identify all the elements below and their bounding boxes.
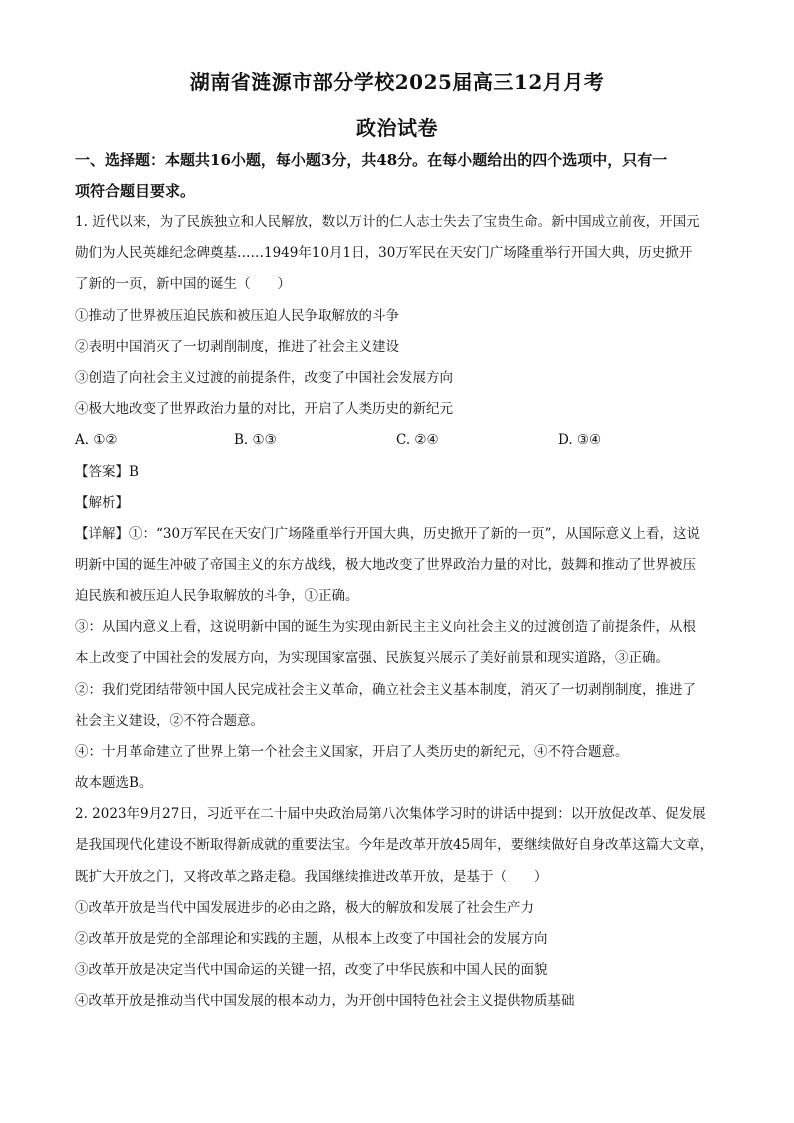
exam-title: 湖南省涟源市部分学校2025届高三12月月考 bbox=[189, 70, 605, 94]
section-header-line-2: 项符合题目要求。 bbox=[75, 182, 196, 200]
q1-statement: ③创造了向社会主义过渡的前提条件，改变了中国社会发展方向 bbox=[75, 370, 453, 386]
q1-analysis-line: 本上改变了中国社会的发展方向，为实现国家富强、民族复兴展示了美好前景和现实道路，③正确。 bbox=[75, 650, 669, 666]
q1-analysis-line: 明新中国的诞生冲破了帝国主义的东方战线，极大地改变了世界政治力量的对比，鼓舞和推动了世界被压 bbox=[75, 557, 696, 573]
q1-analysis-line: ③：从国内意义上看，这说明新中国的诞生为实现由新民主主义向社会主义的过渡创造了前提条件，从根 bbox=[75, 619, 696, 635]
q1-statement: ④极大地改变了世界政治力量的对比，开启了人类历史的新纪元 bbox=[75, 401, 453, 417]
q2-stem-line: 是我国现代化建设不断取得新成就的重要法宝。今年是改革开放45周年，要继续做好自身改革这篇大文章， bbox=[75, 837, 714, 853]
q1-option-d: D. ③④ bbox=[558, 432, 602, 448]
q1-analysis-line: ②：我们党团结带领中国人民完成社会主义革命，确立社会主义基本制度，消灭了一切剥削制度，推进了 bbox=[75, 682, 696, 698]
q2-statement: ①改革开放是当代中国发展进步的必由之路，极大的解放和发展了社会生产力 bbox=[75, 900, 534, 916]
q1-analysis-line: 【详解】①：“30万军民在天安门广场隆重举行开国大典，历史掀开了新的一页”，从国际意义上看，这说 bbox=[75, 526, 700, 542]
q1-answer: 【答案】B bbox=[75, 464, 139, 480]
q2-stem-line: 既扩大开放之门，又将改革之路走稳。我国继续推进改革开放，是基于（ ） bbox=[75, 869, 548, 885]
q1-option-a: A. ①② bbox=[75, 432, 118, 448]
q1-stem-line: 1. 近代以来，为了民族独立和人民解放，数以万计的仁人志士失去了宝贵生命。新中国成立前夜，开国元 bbox=[75, 214, 700, 230]
q2-statement: ②改革开放是党的全部理论和实践的主题，从根本上改变了中国社会的发展方向 bbox=[75, 931, 548, 947]
q1-analysis-line: 社会主义建设，②不符合题意。 bbox=[75, 713, 264, 729]
q1-stem-line: 了新的一页，新中国的诞生（ ） bbox=[75, 276, 291, 292]
q1-analysis-line: ④：十月革命建立了世界上第一个社会主义国家，开启了人类历史的新纪元，④不符合题意。 bbox=[75, 744, 629, 760]
q1-statement: ①推动了世界被压迫民族和被压迫人民争取解放的斗争 bbox=[75, 308, 399, 324]
q2-stem-line: 2. 2023年9月27日，习近平在二十届中央政治局第八次集体学习时的讲话中提到：以开放促改革、促发展 bbox=[75, 806, 706, 822]
q1-stem-line: 勋们为人民英雄纪念碑奠基……1949年10月1日，30万军民在天安门广场隆重举行开国大典，历史掀开 bbox=[75, 245, 693, 261]
exam-subject: 政治试卷 bbox=[356, 116, 438, 140]
q1-analysis-label: 【解析】 bbox=[75, 495, 129, 511]
q2-statement: ③改革开放是决定当代中国命运的关键一招，改变了中华民族和中国人民的面貌 bbox=[75, 962, 548, 978]
q1-analysis-line: 迫民族和被压迫人民争取解放的斗争，①正确。 bbox=[75, 588, 359, 604]
q1-statement: ②表明中国消灭了一切剥削制度，推进了社会主义建设 bbox=[75, 339, 399, 355]
q2-statement: ④改革开放是推动当代中国发展的根本动力，为开创中国特色社会主义提供物质基础 bbox=[75, 993, 575, 1009]
q1-option-b: B. ①③ bbox=[234, 432, 277, 448]
q1-analysis-line: 故本题选B。 bbox=[75, 775, 153, 791]
section-header-line-1: 一、选择题：本题共16小题，每小题3分，共48分。在每小题给出的四个选项中，只有一 bbox=[75, 151, 668, 169]
q1-option-c: C. ②④ bbox=[396, 432, 439, 448]
